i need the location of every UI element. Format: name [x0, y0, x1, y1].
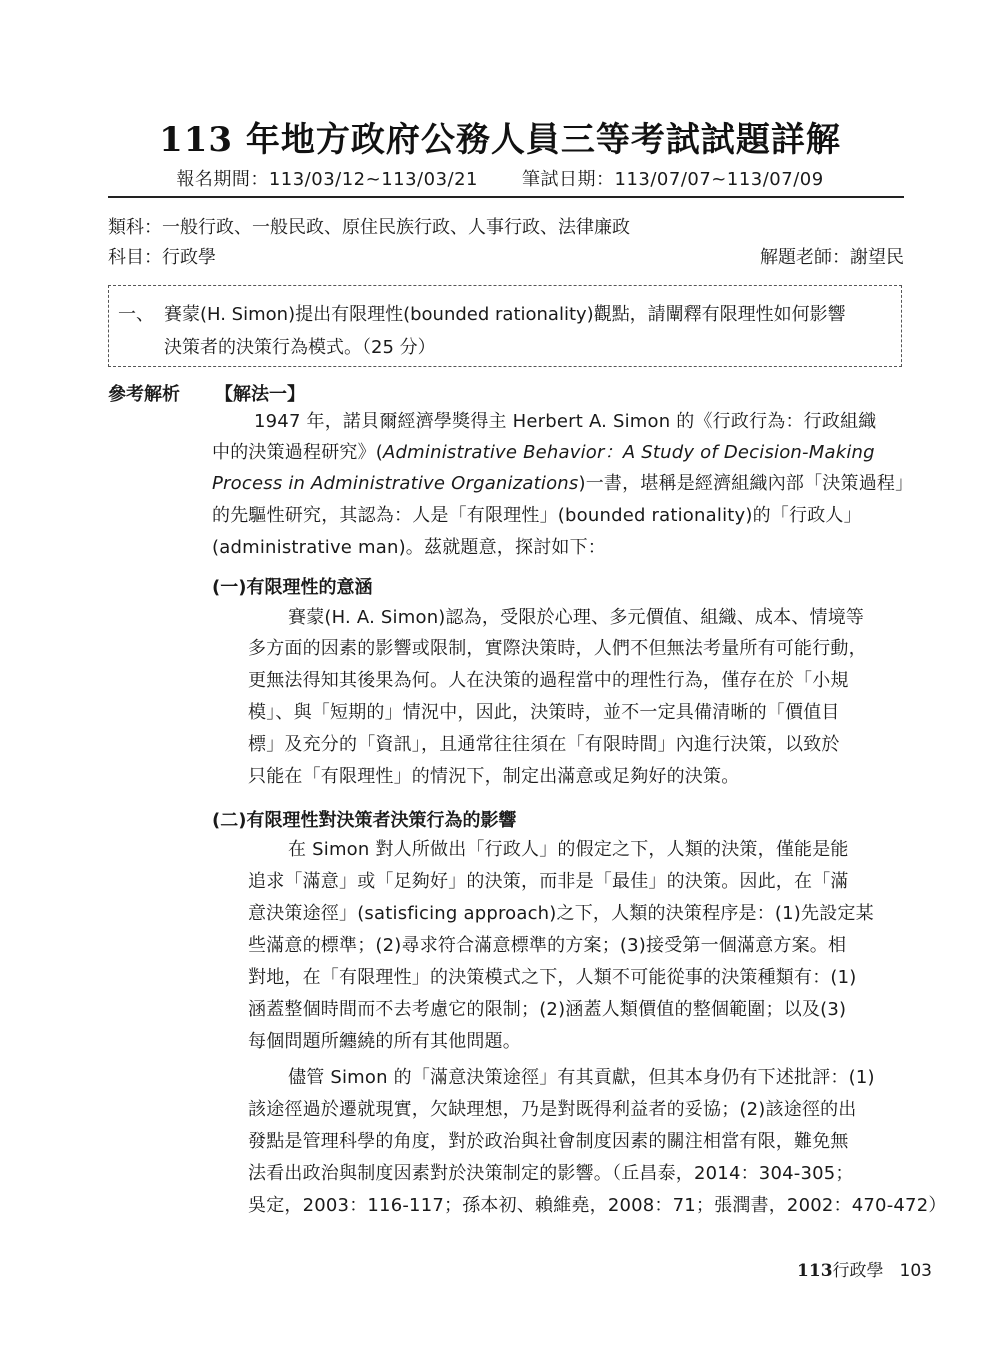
page-footer: [797, 1256, 932, 1281]
paragraph-line: 只能在「有限理性」的情況下，制定出滿意或足夠好的決策。: [248, 766, 740, 787]
section-heading: (一)有限理性的意涵: [212, 577, 373, 598]
page-title: 113 年地方政府公務人員三等考試試題詳解: [159, 120, 841, 160]
paragraph-line: 對地，在「有限理性」的決策模式之下，人類不可能從事的決策種類有：(1): [248, 967, 857, 988]
paragraph-line: 模」、與「短期的」情況中，因此，決策時，並不一定具備清晰的「價值目: [248, 702, 840, 723]
paragraph-line: 中的決策過程研究》(Administrative Behavior：A Study of Decision-Making: [212, 442, 875, 463]
section-heading: (二)有限理性對決策者決策行為的影響: [212, 810, 517, 831]
paragraph-line: 該途徑過於遷就現實，欠缺理想，乃是對既得利益者的妥協；(2)該途徑的出: [248, 1099, 857, 1120]
paragraph-line: Process in Administrative Organizations)一書，堪稱是經濟組織內部「決策過程」: [212, 473, 914, 494]
paragraph-line: 法看出政治與制度因素對於決策制定的影響。（丘昌泰，2014：304-305；: [248, 1163, 854, 1184]
paragraph-line: 涵蓋整個時間而不去考慮它的限制；(2)涵蓋人類價值的整個範圍；以及(3): [248, 999, 847, 1020]
exam-date: 筆試日期：113/07/07~113/07/09: [522, 169, 824, 190]
paragraph-line: 賽蒙(H. A. Simon)認為，受限於心理、多元價值、組織、成本、情境等: [288, 607, 865, 628]
paragraph-line: 儘管 Simon 的「滿意決策途徑」有其貢獻，但其本身仍有下述批評：(1): [288, 1067, 875, 1088]
category-line: 類科：一般行政、一般民政、原住民族行政、人事行政、法律廉政: [108, 217, 630, 238]
page-number: 103: [899, 1261, 932, 1281]
paragraph-line: 的先驅性研究，其認為：人是「有限理性」(bounded rationality)的「行政人」: [212, 505, 862, 526]
registration-period: 報名期間：113/03/12~113/03/21: [176, 169, 478, 190]
header-divider: [108, 196, 904, 198]
paragraph-line: 些滿意的標準；(2)尋求符合滿意標準的方案；(3)接受第一個滿意方案。相: [248, 935, 847, 956]
paragraph-line: 在 Simon 對人所做出「行政人」的假定之下，人類的決策，僅能是能: [288, 839, 849, 860]
question-number: 一、: [118, 304, 154, 325]
teacher-line: 解題老師：謝望民: [760, 247, 904, 268]
paragraph-line: 意決策途徑」(satisficing approach)之下，人類的決策程序是：(1)先設定某: [248, 903, 874, 924]
paragraph-line: 標」及充分的「資訊」，且通常往往須在「有限時間」內進行決策，以致於: [248, 734, 840, 755]
paragraph-line: 每個問題所纏繞的所有其他問題。: [248, 1031, 521, 1052]
paragraph-line: 多方面的因素的影響或限制，實際決策時，人們不但無法考量所有可能行動，: [248, 638, 867, 659]
paragraph-line: 發點是管理科學的角度，對於政治與社會制度因素的關注相當有限，難免無: [248, 1131, 849, 1152]
paragraph-line: 更無法得知其後果為何。人在決策的過程當中的理性行為，僅存在於「小規: [248, 670, 849, 691]
paragraph-line: (administrative man)。茲就題意，探討如下：: [212, 537, 606, 558]
question-line: 決策者的決策行為模式。（25 分）: [164, 337, 436, 358]
exam-dates: [0, 165, 1000, 191]
paragraph-line: 吳定，2003：116-117；孫本初、賴維堯，2008：71；張潤書，2002：470-472）: [248, 1195, 947, 1216]
paragraph-line: 1947 年，諾貝爾經濟學獎得主 Herbert A. Simon 的《行政行為：行政組織: [254, 411, 877, 432]
answer-label: 參考解析: [108, 384, 180, 405]
footer-year: 113: [797, 1261, 833, 1281]
subject-line: 科目：行政學: [108, 247, 216, 268]
paragraph-line: 追求「滿意」或「足夠好」的決策，而非是「最佳」的決策。因此，在「滿: [248, 871, 849, 892]
question-line: 賽蒙(H. Simon)提出有限理性(bounded rationality)觀點，請闡釋有限理性如何影響: [164, 304, 846, 325]
footer-subject: 行政學: [832, 1261, 884, 1281]
method-heading: 【解法一】: [215, 384, 305, 405]
